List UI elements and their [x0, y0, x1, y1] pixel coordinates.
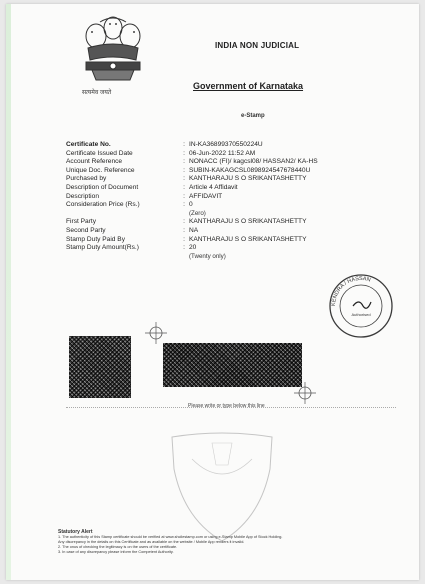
detail-label: Description	[66, 192, 99, 200]
detail-label: Certificate No.	[66, 141, 111, 148]
detail-row	[66, 141, 396, 150]
detail-row	[66, 244, 396, 261]
detail-value-cell	[189, 150, 396, 159]
detail-row	[66, 201, 396, 218]
detail-value-words: (Twenty only)	[189, 252, 226, 260]
detail-value: IN-KA36899370550224U	[189, 141, 263, 148]
detail-colon: :	[183, 218, 185, 226]
detail-colon: :	[183, 175, 185, 183]
detail-row	[66, 158, 396, 167]
detail-value: 0	[189, 201, 193, 209]
statutory-alert-title: Statutory Alert	[58, 529, 93, 535]
detail-value-cell	[189, 184, 396, 193]
header-estamp: e-Stamp	[241, 113, 265, 119]
detail-label: First Party	[66, 218, 97, 226]
detail-value: Article 4 Affidavit	[189, 183, 238, 191]
detail-colon: :	[183, 158, 185, 166]
statutory-alert	[58, 529, 388, 555]
detail-colon: :	[183, 201, 185, 209]
stamp-paper	[6, 4, 419, 580]
detail-value: SUBIN-KAKAGCSL0898924547678440U	[189, 166, 311, 174]
detail-value-cell	[189, 158, 396, 167]
detail-label: Second Party	[66, 226, 106, 234]
write-below-line-text: Please write or type below this line	[188, 403, 265, 409]
seal-stamp-icon	[327, 272, 395, 340]
paper-edge	[6, 4, 11, 580]
detail-row	[66, 167, 396, 176]
detail-value: AFFIDAVIT	[189, 192, 223, 200]
statutory-line: 2. The onus of checking the legitimacy is on the users of the certificate.	[58, 545, 178, 549]
emblem-motto: सत्यमेव जयते	[82, 90, 112, 96]
qr-code-image	[69, 336, 131, 398]
detail-colon: :	[183, 149, 185, 157]
statutory-line: 3. In case of any discrepancy please inform the Competent Authority.	[58, 550, 174, 554]
detail-value-cell	[189, 244, 396, 261]
detail-colon: :	[183, 166, 185, 174]
detail-value-cell	[189, 193, 396, 202]
detail-row	[66, 236, 396, 245]
detail-label: Purchased by	[66, 175, 107, 183]
detail-value: KANTHARAJU S O SRIKANTASHETTY	[189, 218, 307, 226]
detail-colon: :	[183, 226, 185, 234]
detail-label: Certificate Issued Date	[66, 149, 133, 157]
detail-colon: :	[183, 244, 185, 252]
detail-label: Description of Document	[66, 183, 139, 191]
header-government: Government of Karnataka	[193, 81, 304, 91]
detail-label: Account Reference	[66, 158, 123, 166]
detail-value: NONACC (FI)/ kagcsl08/ HASSAN2/ KA-HS	[189, 158, 318, 166]
registration-mark-icon	[145, 322, 167, 344]
statutory-line: 1. The authenticity of this Stamp certificate should be verified at www.shcilestamp.com or using e-Stamp Mobile App of Stock Holding.	[58, 535, 283, 539]
detail-value: 20	[189, 244, 197, 252]
detail-value-cell	[189, 201, 396, 218]
detail-colon: :	[183, 192, 185, 200]
registration-mark-icon	[294, 382, 316, 404]
detail-colon: :	[183, 141, 185, 148]
detail-value-cell	[189, 167, 396, 176]
seal-name: Authorised	[351, 312, 371, 317]
svg-text:KENDRA / HASSAN	[331, 276, 371, 306]
certificate-details	[66, 141, 396, 261]
detail-value: KANTHARAJU S O SRIKANTASHETTY	[189, 175, 307, 183]
detail-value: 06-Jun-2022 11:52 AM	[189, 149, 256, 157]
detail-value: KANTHARAJU S O SRIKANTASHETTY	[189, 235, 307, 243]
detail-value-cell	[189, 141, 396, 150]
detail-row	[66, 175, 396, 184]
header-india-non-judicial: INDIA NON JUDICIAL	[215, 41, 300, 50]
detail-label: Unique Doc. Reference	[66, 166, 135, 174]
detail-value-cell	[189, 227, 396, 236]
detail-label: Stamp Duty Amount(Rs.)	[66, 244, 139, 252]
detail-colon: :	[183, 235, 185, 243]
detail-value-cell	[189, 236, 396, 245]
seal-text: KENDRA / HASSAN	[330, 275, 372, 307]
detail-label: Consideration Price (Rs.)	[66, 201, 140, 209]
detail-row	[66, 227, 396, 236]
detail-label: Stamp Duty Paid By	[66, 235, 126, 243]
detail-row	[66, 193, 396, 202]
detail-colon: :	[183, 183, 185, 191]
barcode-image	[163, 343, 302, 387]
detail-value-words: (Zero)	[189, 209, 206, 217]
detail-row	[66, 150, 396, 159]
detail-value-cell	[189, 175, 396, 184]
detail-value: NA	[189, 226, 199, 234]
detail-row	[66, 184, 396, 193]
statutory-line: Any discrepancy in the details on this Certificate and as available on the website / Mobile App renders it invalid.	[58, 540, 245, 544]
detail-value-cell	[189, 218, 396, 227]
detail-row	[66, 218, 396, 227]
